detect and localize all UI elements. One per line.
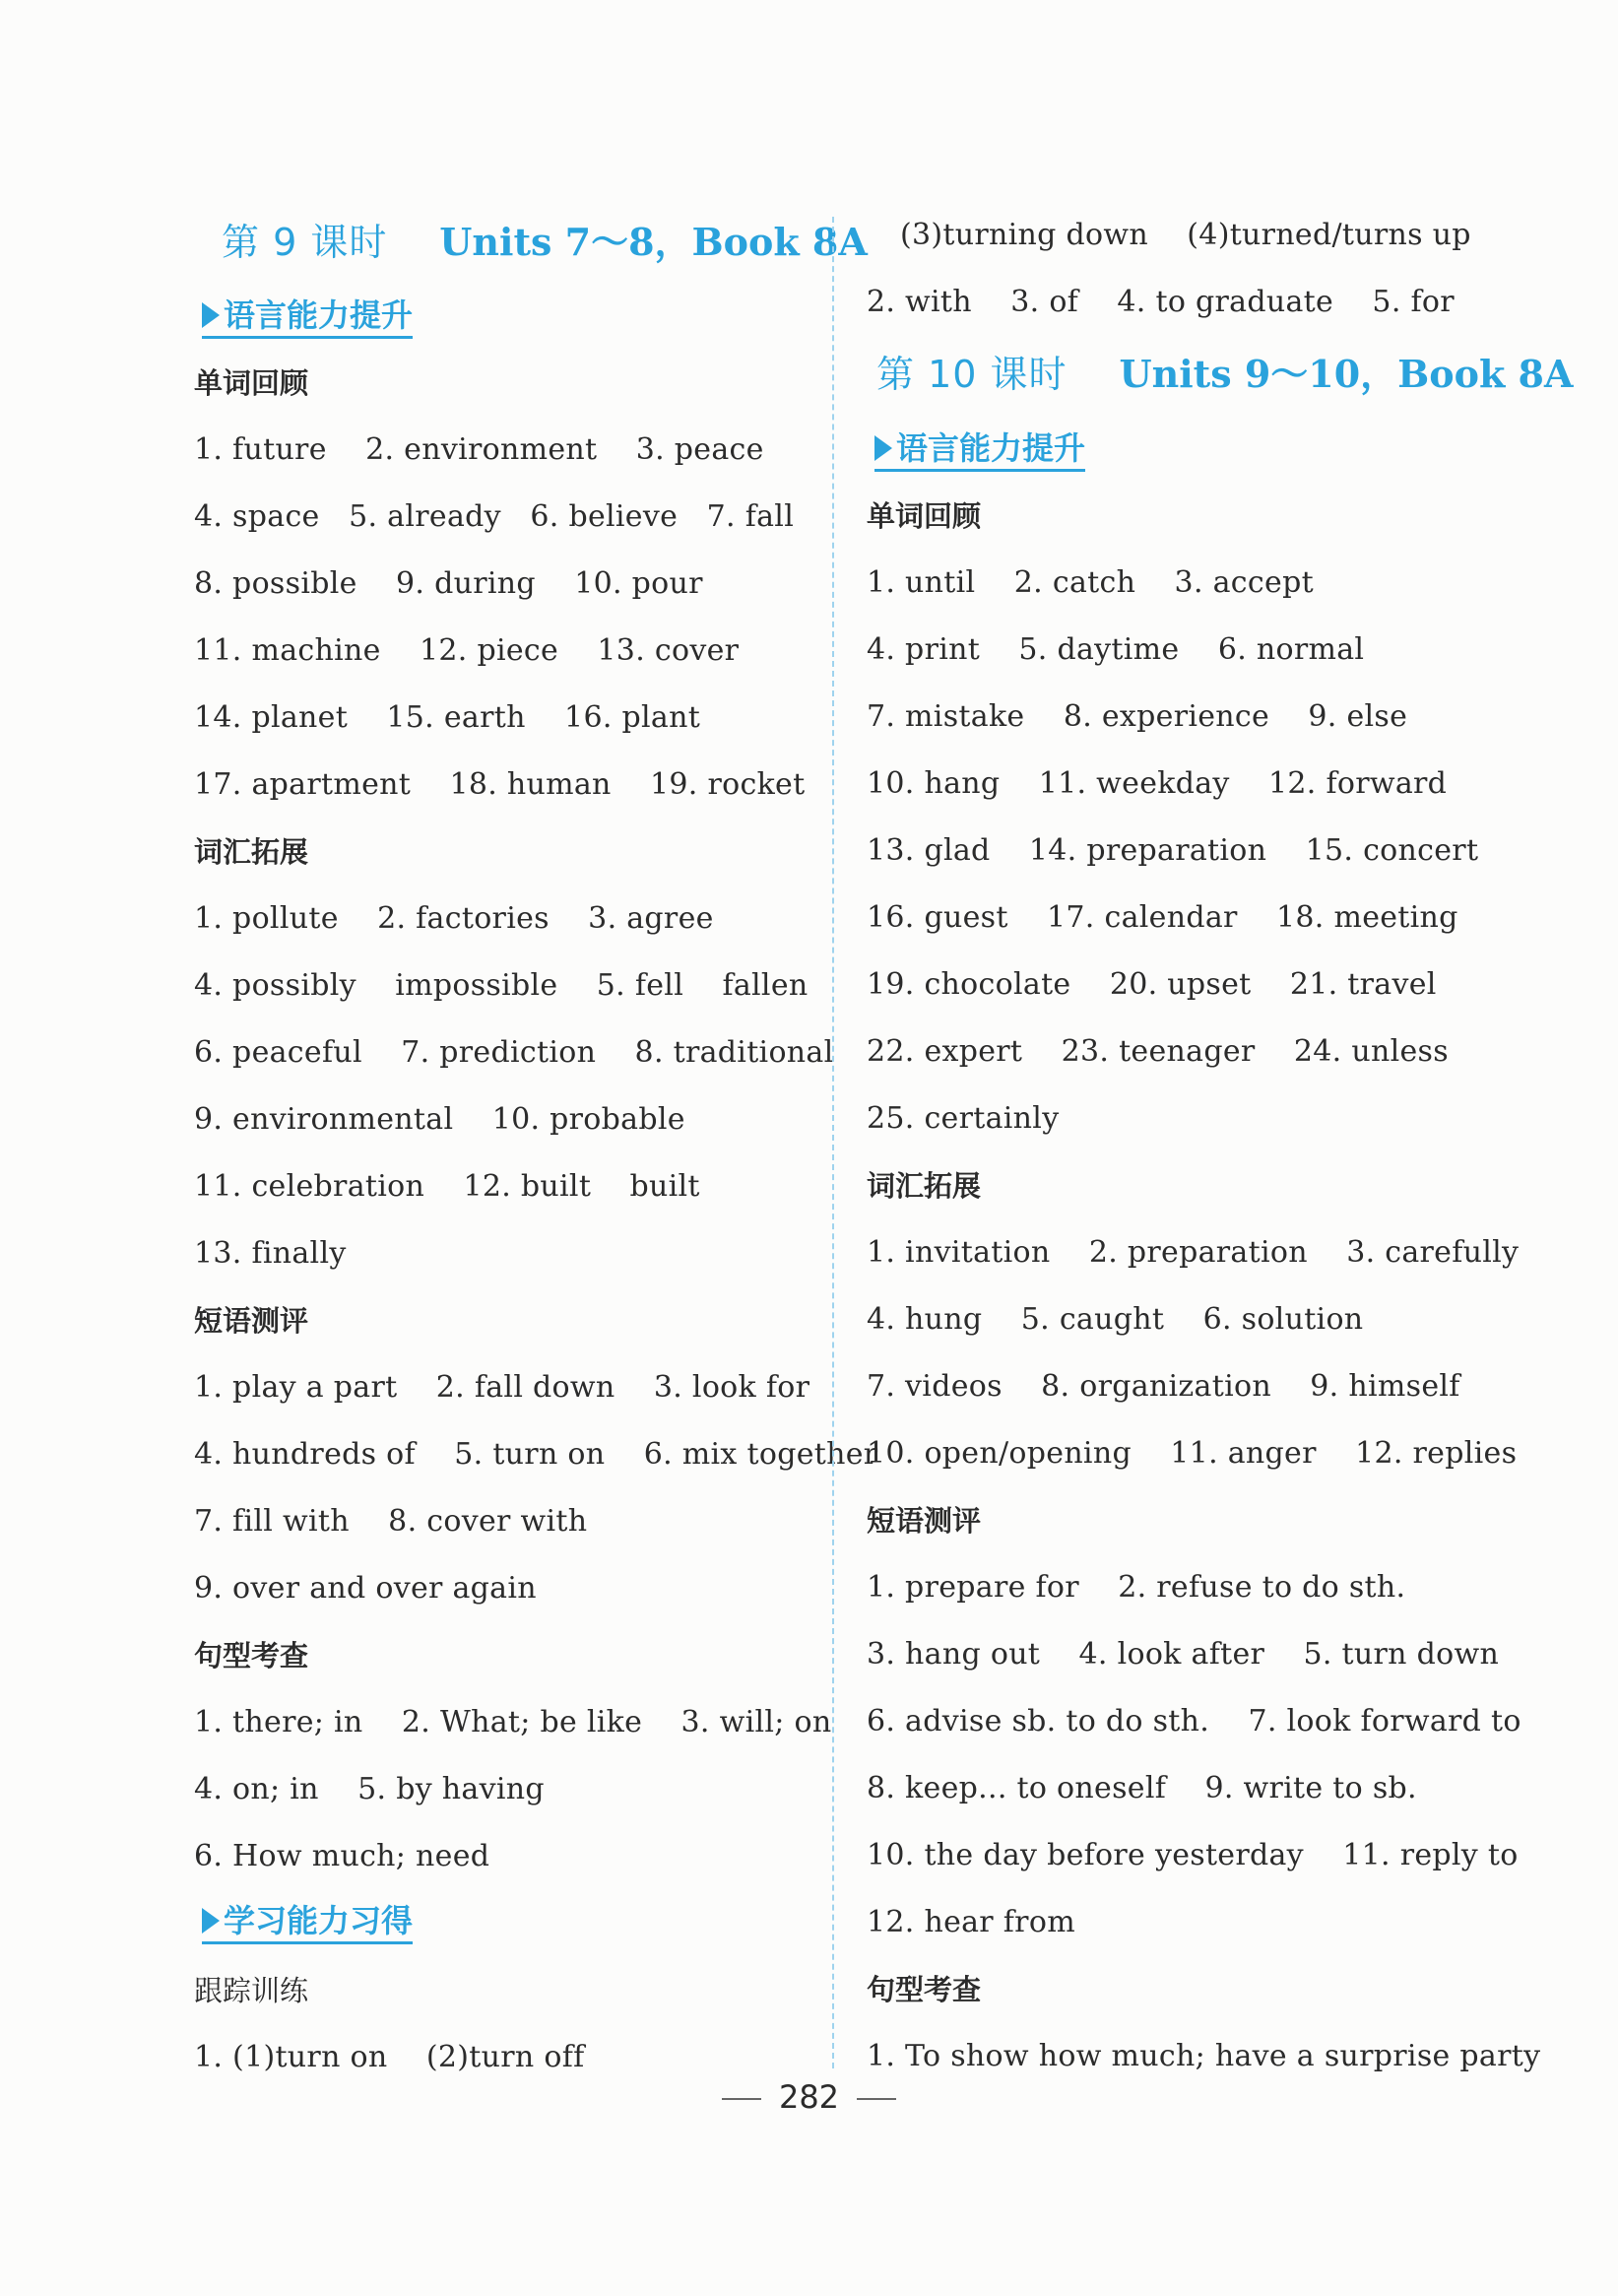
answer-line: 25. certainly [867, 1101, 1060, 1136]
answer-line: 1. future 2. environment 3. peace [194, 432, 764, 467]
answer-line: 4. hundreds of 5. turn on 6. mix together [194, 1437, 878, 1472]
answer-line: 7. videos 8. organization 9. himself [867, 1369, 1460, 1404]
heading-vocab-review: 单词回顾 [194, 366, 309, 400]
lesson-9-title-cn: 第 9 课时 [222, 221, 388, 264]
answer-line: 4. on; in 5. by having [194, 1772, 545, 1806]
answer-line: 9. environmental 10. probable [194, 1102, 685, 1137]
footer-dash-right [857, 2098, 896, 2100]
answer-line: 8. keep... to oneself 9. write to sb. [867, 1771, 1417, 1805]
answer-line: 16. guest 17. calendar 18. meeting [867, 900, 1458, 935]
lesson-10-title-en: Units 9～10，Book 8A [1119, 352, 1574, 396]
heading-sentence-check: 句型考查 [194, 1639, 309, 1673]
section-language-ability: 语言能力提升 [874, 428, 1085, 472]
page-footer [0, 2078, 1618, 2116]
answer-line: 1. prepare for 2. refuse to do sth. [867, 1570, 1406, 1605]
answer-line: 3. hang out 4. look after 5. turn down [867, 1637, 1500, 1672]
answer-line: 22. expert 23. teenager 24. unless [867, 1034, 1449, 1069]
answer-line: 6. advise sb. to do sth. 7. look forward to [867, 1704, 1521, 1738]
answer-line: 6. peaceful 7. prediction 8. traditional [194, 1035, 834, 1070]
footer-dash-left [722, 2098, 761, 2100]
triangle-marker-icon [202, 1908, 220, 1934]
answer-line: 4. hung 5. caught 6. solution [867, 1302, 1364, 1337]
answer-line: 6. How much; need [194, 1839, 490, 1873]
answer-line: (3)turning down (4)turned/turns up [900, 218, 1471, 252]
heading-sentence-check: 句型考查 [867, 1973, 982, 2006]
lesson-9-title-en: Units 7～8，Book 8A [439, 220, 868, 264]
page-number: 282 [778, 2078, 840, 2116]
answer-line: 1. (1)turn on (2)turn off [194, 2040, 585, 2074]
answer-line: 12. hear from [867, 1905, 1075, 1939]
answer-line: 13. finally [194, 1236, 347, 1271]
answer-line: 4. possibly impossible 5. fell fallen [194, 968, 809, 1003]
triangle-marker-icon [874, 435, 892, 461]
answer-line: 1. To show how much; have a surprise party [867, 2039, 1541, 2073]
answer-line: 17. apartment 18. human 19. rocket [194, 767, 806, 802]
section-language-ability: 语言能力提升 [202, 295, 413, 339]
lesson-9-title [222, 219, 868, 266]
answer-line: 10. open/opening 11. anger 12. replies [867, 1436, 1518, 1471]
answer-line: 14. planet 15. earth 16. plant [194, 700, 701, 735]
heading-vocab-expand: 词汇拓展 [867, 1169, 982, 1203]
answer-line: 7. fill with 8. cover with [194, 1504, 588, 1539]
heading-tracking: 跟踪训练 [194, 1974, 309, 2007]
answer-line: 4. space 5. already 6. believe 7. fall [194, 499, 795, 534]
answer-line: 13. glad 14. preparation 15. concert [867, 833, 1479, 868]
heading-phrase-test: 短语测评 [194, 1304, 309, 1338]
answer-line: 10. hang 11. weekday 12. forward [867, 766, 1448, 801]
lesson-10-title-cn: 第 10 课时 [876, 353, 1068, 396]
triangle-marker-icon [202, 302, 220, 328]
answer-line: 2. with 3. of 4. to graduate 5. for [867, 285, 1455, 319]
answer-line: 10. the day before yesterday 11. reply to [867, 1838, 1519, 1872]
answer-line: 19. chocolate 20. upset 21. travel [867, 967, 1437, 1002]
answer-line: 7. mistake 8. experience 9. else [867, 699, 1408, 734]
answer-line: 11. celebration 12. built built [194, 1169, 700, 1204]
section-learning-ability: 学习能力习得 [202, 1901, 413, 1944]
answer-line: 1. invitation 2. preparation 3. carefully [867, 1235, 1520, 1270]
lesson-10-title [876, 351, 1573, 398]
answer-line: 8. possible 9. during 10. pour [194, 566, 703, 601]
answer-line: 1. play a part 2. fall down 3. look for [194, 1370, 810, 1405]
answer-line: 1. there; in 2. What; be like 3. will; on [194, 1705, 832, 1739]
heading-vocab-review: 单词回顾 [867, 499, 982, 533]
answer-line: 11. machine 12. piece 13. cover [194, 633, 740, 668]
answer-line: 1. pollute 2. factories 3. agree [194, 901, 714, 936]
answer-line: 1. until 2. catch 3. accept [867, 565, 1314, 600]
heading-vocab-expand: 词汇拓展 [194, 835, 309, 869]
heading-phrase-test: 短语测评 [867, 1504, 982, 1538]
answer-line: 4. print 5. daytime 6. normal [867, 632, 1365, 667]
column-divider [832, 217, 834, 2068]
answer-line: 9. over and over again [194, 1571, 537, 1606]
